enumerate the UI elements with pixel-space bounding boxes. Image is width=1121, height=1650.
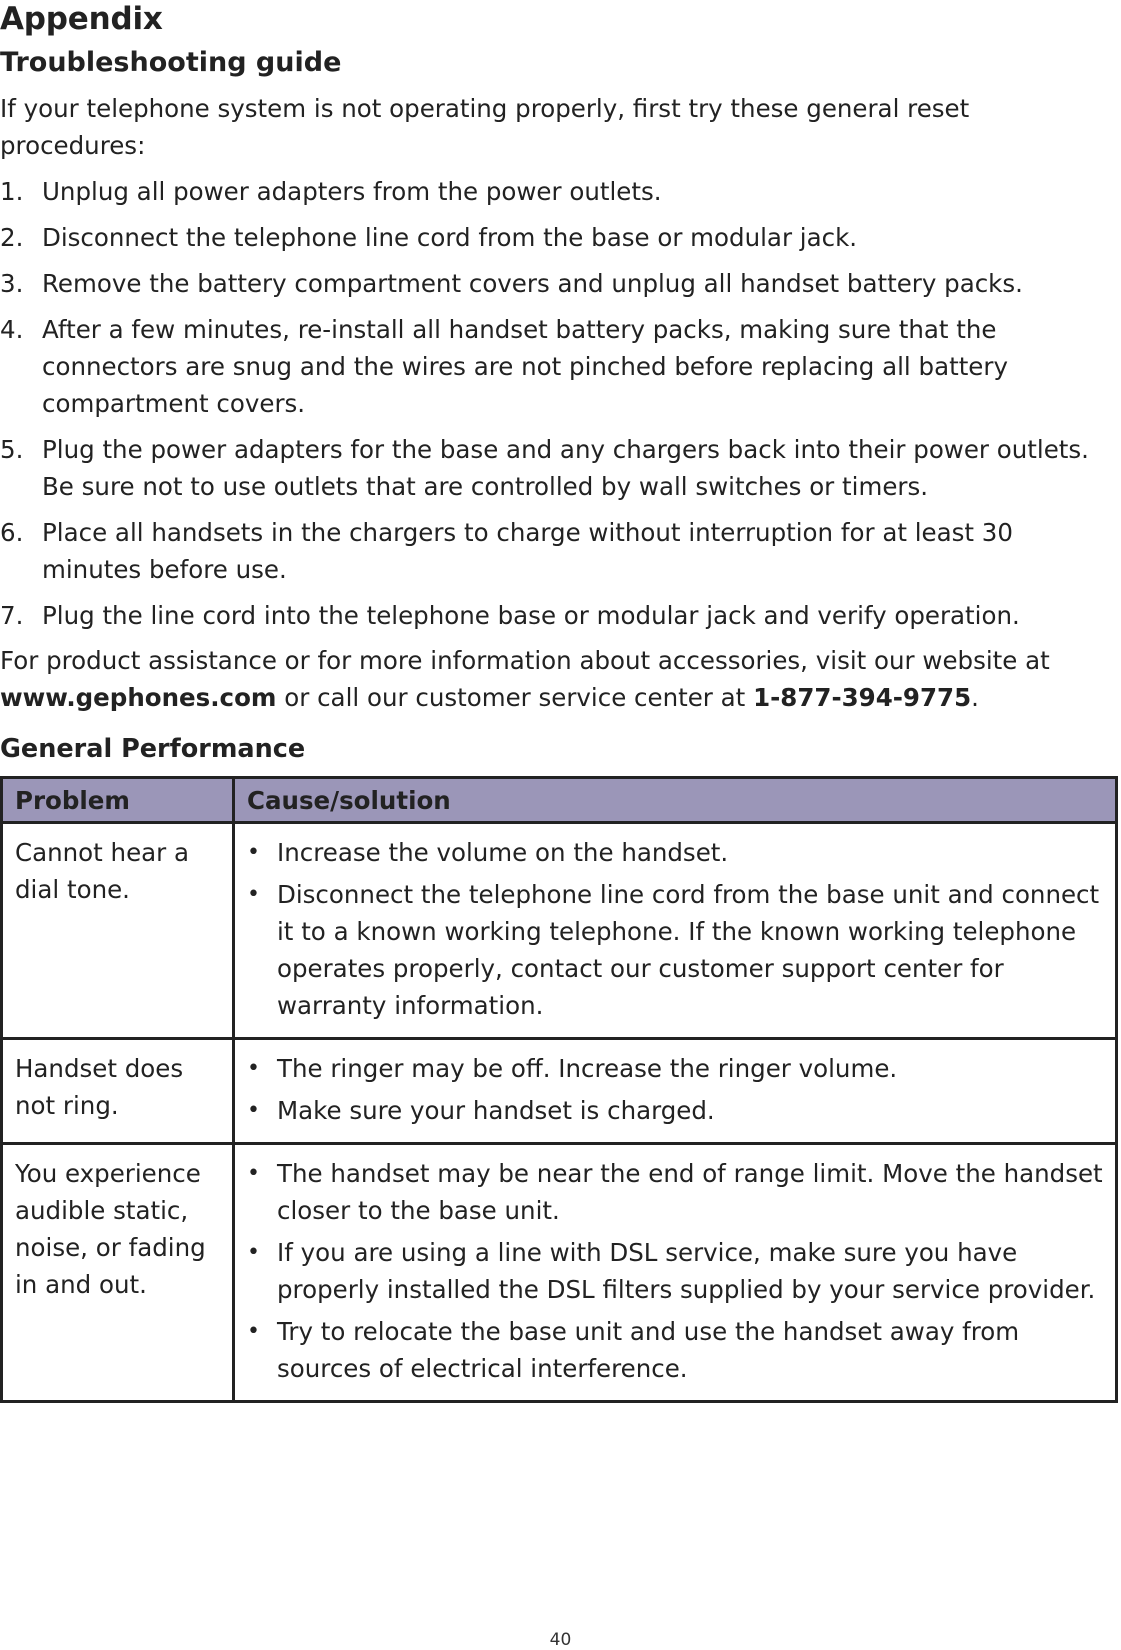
step-text: After a few minutes, re-install all handset battery packs, making sure that the connectors are snug and the wires are not pinched before replacing all battery compartment covers. — [42, 315, 1008, 418]
website-link[interactable]: www.gephones.com — [0, 683, 277, 712]
cause-text: Make sure your handset is charged. — [277, 1096, 715, 1125]
table-title: General Performance — [0, 734, 306, 764]
problem-cell: Cannot hear a dial tone. — [2, 823, 234, 1039]
cause-item — [247, 1313, 1105, 1387]
header-cause-solution: Cause/solution — [234, 778, 1117, 823]
problem-cell: Handset does not ring. — [2, 1039, 234, 1144]
cause-cell — [234, 823, 1117, 1039]
step-number: 6. — [0, 518, 24, 547]
table-header-row — [2, 778, 1117, 823]
cause-item — [247, 1050, 1105, 1087]
step-item — [0, 265, 1115, 302]
step-number: 1. — [0, 177, 24, 206]
bullet-icon: • — [247, 1240, 260, 1265]
bullet-icon: • — [247, 1161, 260, 1186]
troubleshooting-title: Troubleshooting guide — [0, 47, 342, 78]
intro-paragraph: If your telephone system is not operating properly, first try these general reset procedures: — [0, 94, 970, 160]
cause-text: If you are using a line with DSL service, make sure you have properly installed the DSL filters supplied by your service provider. — [277, 1238, 1096, 1304]
step-text: Remove the battery compartment covers and unplug all handset battery packs. — [42, 269, 1023, 298]
contact-middle: or call our customer service center at — [276, 683, 754, 712]
cause-list — [247, 1050, 1105, 1129]
cause-text: Increase the volume on the handset. — [277, 838, 729, 867]
step-text: Plug the line cord into the telephone base or modular jack and verify operation. — [42, 601, 1020, 630]
step-number: 7. — [0, 601, 24, 630]
cause-text: The ringer may be off. Increase the ringer volume. — [277, 1054, 898, 1083]
cause-item — [247, 1234, 1105, 1308]
cause-list — [247, 834, 1105, 1024]
cause-cell — [234, 1144, 1117, 1402]
step-text: Place all handsets in the chargers to charge without interruption for at least 30 minutes before use. — [42, 518, 1013, 584]
bullet-icon: • — [247, 1098, 260, 1123]
step-item — [0, 173, 1115, 210]
step-item — [0, 597, 1115, 634]
step-item — [0, 514, 1115, 588]
general-performance-table — [0, 776, 1118, 1403]
step-item — [0, 311, 1115, 422]
step-text: Unplug all power adapters from the power outlets. — [42, 177, 662, 206]
step-number: 5. — [0, 435, 24, 464]
step-number: 3. — [0, 269, 24, 298]
phone-number: 1-877-394-9775 — [753, 683, 972, 712]
page-number: 40 — [549, 1630, 572, 1650]
cause-item — [247, 1155, 1105, 1229]
cause-text: Disconnect the telephone line cord from the base unit and connect it to a known working telephone. If the known working telephone operates properly, contact our customer support center for warranty information. — [277, 880, 1100, 1020]
cause-text: Try to relocate the base unit and use the handset away from sources of electrical interference. — [277, 1317, 1020, 1383]
contact-suffix: . — [971, 683, 979, 712]
bullet-icon: • — [247, 882, 260, 907]
step-text: Plug the power adapters for the base and any chargers back into their power outlets. Be sure not to use outlets that are controlled by wall switches or timers. — [42, 435, 1089, 501]
header-problem: Problem — [2, 778, 234, 823]
table-row — [2, 823, 1117, 1039]
reset-steps-list — [0, 173, 1115, 634]
appendix-title: Appendix — [0, 1, 163, 37]
bullet-icon: • — [247, 1056, 260, 1081]
step-number: 4. — [0, 315, 24, 344]
cause-item — [247, 876, 1105, 1024]
contact-paragraph — [0, 642, 1115, 716]
bullet-icon: • — [247, 840, 260, 865]
problem-cell: You experience audible static, noise, or fading in and out. — [2, 1144, 234, 1402]
contact-prefix: For product assistance or for more information about accessories, visit our website at — [0, 646, 1050, 675]
cause-item — [247, 834, 1105, 871]
step-text: Disconnect the telephone line cord from the base or modular jack. — [42, 223, 858, 252]
cause-cell — [234, 1039, 1117, 1144]
step-item — [0, 431, 1115, 505]
table-row — [2, 1039, 1117, 1144]
cause-text: The handset may be near the end of range limit. Move the handset closer to the base unit. — [277, 1159, 1103, 1225]
table-row — [2, 1144, 1117, 1402]
cause-list — [247, 1155, 1105, 1387]
step-item — [0, 219, 1115, 256]
step-number: 2. — [0, 223, 24, 252]
bullet-icon: • — [247, 1319, 260, 1344]
cause-item — [247, 1092, 1105, 1129]
